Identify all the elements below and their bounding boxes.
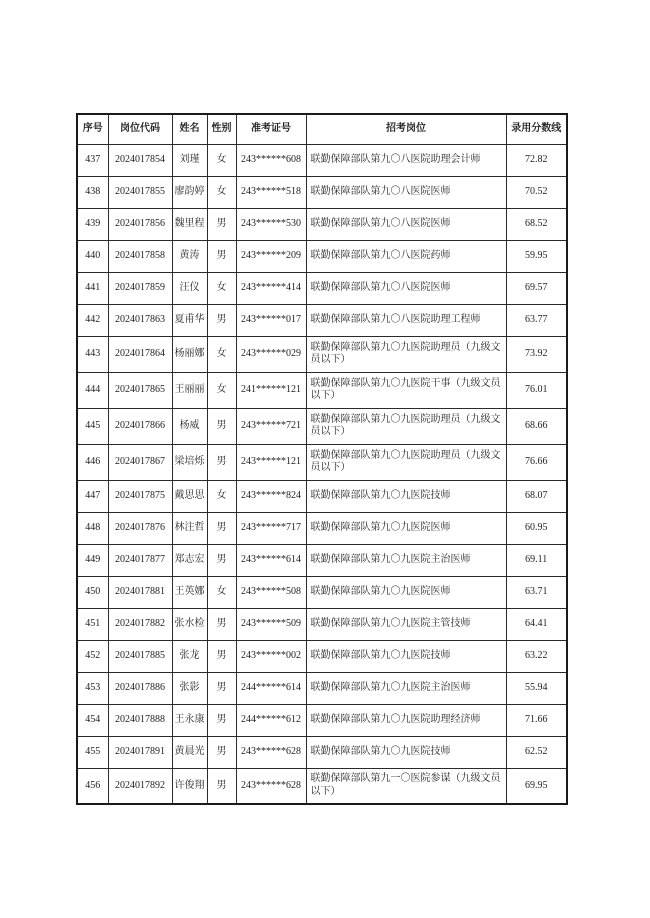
cell-ticket: 243******628 bbox=[236, 768, 306, 804]
cell-ticket: 243******017 bbox=[236, 304, 306, 336]
cell-gender: 男 bbox=[207, 736, 236, 768]
cell-score: 59.95 bbox=[506, 240, 567, 272]
cell-ticket: 243******509 bbox=[236, 608, 306, 640]
cell-score: 73.92 bbox=[506, 336, 567, 372]
cell-index: 447 bbox=[77, 480, 108, 512]
cell-ticket: 243******002 bbox=[236, 640, 306, 672]
table-row bbox=[77, 704, 567, 736]
cell-code: 2024017892 bbox=[108, 768, 172, 804]
cell-ticket: 241******121 bbox=[236, 372, 306, 408]
cell-position: 联勤保障部队第九〇八医院医师 bbox=[306, 176, 506, 208]
cell-position: 联勤保障部队第九〇九医院助理员（九级文员以下） bbox=[306, 408, 506, 444]
cell-gender: 男 bbox=[207, 608, 236, 640]
cell-index: 449 bbox=[77, 544, 108, 576]
table-row bbox=[77, 176, 567, 208]
cell-gender: 女 bbox=[207, 480, 236, 512]
cell-score: 55.94 bbox=[506, 672, 567, 704]
cell-index: 445 bbox=[77, 408, 108, 444]
table-row bbox=[77, 272, 567, 304]
cell-position: 联勤保障部队第九〇九医院主治医师 bbox=[306, 544, 506, 576]
cell-name: 魏里程 bbox=[172, 208, 207, 240]
cell-ticket: 243******518 bbox=[236, 176, 306, 208]
cell-gender: 男 bbox=[207, 640, 236, 672]
cell-score: 71.66 bbox=[506, 704, 567, 736]
cell-score: 63.77 bbox=[506, 304, 567, 336]
cell-position: 联勤保障部队第九〇八医院医师 bbox=[306, 272, 506, 304]
cell-gender: 男 bbox=[207, 704, 236, 736]
cell-code: 2024017876 bbox=[108, 512, 172, 544]
cell-position: 联勤保障部队第九〇八医院药师 bbox=[306, 240, 506, 272]
cell-ticket: 243******614 bbox=[236, 544, 306, 576]
cell-ticket: 243******824 bbox=[236, 480, 306, 512]
admission-score-table bbox=[76, 113, 568, 805]
cell-code: 2024017863 bbox=[108, 304, 172, 336]
cell-code: 2024017865 bbox=[108, 372, 172, 408]
cell-name: 郑志宏 bbox=[172, 544, 207, 576]
cell-code: 2024017885 bbox=[108, 640, 172, 672]
cell-score: 68.66 bbox=[506, 408, 567, 444]
cell-name: 张影 bbox=[172, 672, 207, 704]
table-row bbox=[77, 512, 567, 544]
table-row bbox=[77, 608, 567, 640]
cell-position: 联勤保障部队第九一〇医院参谋（九级文员以下） bbox=[306, 768, 506, 804]
cell-position: 联勤保障部队第九〇九医院助理经济师 bbox=[306, 704, 506, 736]
cell-position: 联勤保障部队第九〇九医院医师 bbox=[306, 512, 506, 544]
cell-code: 2024017856 bbox=[108, 208, 172, 240]
cell-code: 2024017859 bbox=[108, 272, 172, 304]
cell-score: 72.82 bbox=[506, 144, 567, 176]
cell-index: 440 bbox=[77, 240, 108, 272]
cell-position: 联勤保障部队第九〇八医院医师 bbox=[306, 208, 506, 240]
cell-index: 441 bbox=[77, 272, 108, 304]
cell-ticket: 243******414 bbox=[236, 272, 306, 304]
cell-code: 2024017891 bbox=[108, 736, 172, 768]
cell-score: 63.71 bbox=[506, 576, 567, 608]
cell-code: 2024017866 bbox=[108, 408, 172, 444]
cell-ticket: 243******029 bbox=[236, 336, 306, 372]
cell-position: 联勤保障部队第九〇九医院干事（九级文员以下） bbox=[306, 372, 506, 408]
cell-name: 戴思思 bbox=[172, 480, 207, 512]
cell-ticket: 243******608 bbox=[236, 144, 306, 176]
cell-position: 联勤保障部队第九〇九医院技师 bbox=[306, 640, 506, 672]
header-cell-score: 录用分数线 bbox=[506, 114, 567, 144]
header-cell-gender: 性别 bbox=[207, 114, 236, 144]
cell-code: 2024017888 bbox=[108, 704, 172, 736]
cell-name: 刘瑾 bbox=[172, 144, 207, 176]
cell-score: 76.01 bbox=[506, 372, 567, 408]
cell-name: 林注哲 bbox=[172, 512, 207, 544]
cell-score: 64.41 bbox=[506, 608, 567, 640]
table-row bbox=[77, 444, 567, 480]
cell-gender: 女 bbox=[207, 372, 236, 408]
cell-index: 456 bbox=[77, 768, 108, 804]
cell-index: 448 bbox=[77, 512, 108, 544]
cell-index: 438 bbox=[77, 176, 108, 208]
cell-index: 446 bbox=[77, 444, 108, 480]
cell-name: 廖韵婷 bbox=[172, 176, 207, 208]
cell-score: 68.52 bbox=[506, 208, 567, 240]
table-row bbox=[77, 304, 567, 336]
cell-position: 联勤保障部队第九〇八医院助理会计师 bbox=[306, 144, 506, 176]
table-row bbox=[77, 544, 567, 576]
cell-name: 梁培烁 bbox=[172, 444, 207, 480]
cell-code: 2024017864 bbox=[108, 336, 172, 372]
cell-name: 黄晨光 bbox=[172, 736, 207, 768]
table-row bbox=[77, 480, 567, 512]
cell-gender: 男 bbox=[207, 304, 236, 336]
table-row bbox=[77, 240, 567, 272]
cell-position: 联勤保障部队第九〇九医院助理员（九级文员以下） bbox=[306, 336, 506, 372]
cell-name: 杨丽娜 bbox=[172, 336, 207, 372]
cell-gender: 男 bbox=[207, 672, 236, 704]
header-cell-position: 招考岗位 bbox=[306, 114, 506, 144]
table-row bbox=[77, 144, 567, 176]
cell-code: 2024017882 bbox=[108, 608, 172, 640]
cell-index: 444 bbox=[77, 372, 108, 408]
cell-name: 王英娜 bbox=[172, 576, 207, 608]
table-row bbox=[77, 672, 567, 704]
table-row bbox=[77, 576, 567, 608]
header-cell-ticket: 准考证号 bbox=[236, 114, 306, 144]
cell-ticket: 243******530 bbox=[236, 208, 306, 240]
table-header-row bbox=[77, 114, 567, 144]
cell-index: 452 bbox=[77, 640, 108, 672]
cell-code: 2024017858 bbox=[108, 240, 172, 272]
cell-index: 437 bbox=[77, 144, 108, 176]
cell-score: 60.95 bbox=[506, 512, 567, 544]
header-cell-name: 姓名 bbox=[172, 114, 207, 144]
cell-gender: 男 bbox=[207, 512, 236, 544]
cell-ticket: 243******717 bbox=[236, 512, 306, 544]
cell-score: 69.57 bbox=[506, 272, 567, 304]
cell-name: 张水检 bbox=[172, 608, 207, 640]
cell-index: 439 bbox=[77, 208, 108, 240]
cell-score: 62.52 bbox=[506, 736, 567, 768]
cell-name: 王丽丽 bbox=[172, 372, 207, 408]
cell-score: 69.11 bbox=[506, 544, 567, 576]
header-cell-code: 岗位代码 bbox=[108, 114, 172, 144]
cell-ticket: 244******612 bbox=[236, 704, 306, 736]
cell-score: 70.52 bbox=[506, 176, 567, 208]
cell-name: 黄涛 bbox=[172, 240, 207, 272]
cell-position: 联勤保障部队第九〇九医院主治医师 bbox=[306, 672, 506, 704]
table-row bbox=[77, 208, 567, 240]
cell-gender: 女 bbox=[207, 272, 236, 304]
header-cell-index: 序号 bbox=[77, 114, 108, 144]
cell-score: 68.07 bbox=[506, 480, 567, 512]
table-body bbox=[77, 144, 567, 804]
cell-position: 联勤保障部队第九〇九医院助理员（九级文员以下） bbox=[306, 444, 506, 480]
table-row bbox=[77, 408, 567, 444]
cell-name: 张龙 bbox=[172, 640, 207, 672]
table-row bbox=[77, 640, 567, 672]
cell-index: 454 bbox=[77, 704, 108, 736]
cell-position: 联勤保障部队第九〇九医院主管技师 bbox=[306, 608, 506, 640]
cell-score: 69.95 bbox=[506, 768, 567, 804]
cell-ticket: 243******628 bbox=[236, 736, 306, 768]
cell-name: 王永康 bbox=[172, 704, 207, 736]
cell-gender: 女 bbox=[207, 144, 236, 176]
cell-index: 442 bbox=[77, 304, 108, 336]
cell-ticket: 243******721 bbox=[236, 408, 306, 444]
cell-index: 455 bbox=[77, 736, 108, 768]
table-row bbox=[77, 768, 567, 804]
cell-code: 2024017875 bbox=[108, 480, 172, 512]
cell-score: 76.66 bbox=[506, 444, 567, 480]
cell-gender: 男 bbox=[207, 544, 236, 576]
cell-code: 2024017867 bbox=[108, 444, 172, 480]
table-row bbox=[77, 736, 567, 768]
cell-gender: 男 bbox=[207, 444, 236, 480]
cell-gender: 男 bbox=[207, 208, 236, 240]
cell-index: 450 bbox=[77, 576, 108, 608]
cell-name: 汪仪 bbox=[172, 272, 207, 304]
cell-ticket: 244******614 bbox=[236, 672, 306, 704]
cell-gender: 男 bbox=[207, 240, 236, 272]
cell-position: 联勤保障部队第九〇八医院助理工程师 bbox=[306, 304, 506, 336]
cell-code: 2024017881 bbox=[108, 576, 172, 608]
cell-gender: 男 bbox=[207, 768, 236, 804]
cell-position: 联勤保障部队第九〇九医院医师 bbox=[306, 576, 506, 608]
cell-gender: 女 bbox=[207, 576, 236, 608]
table-row bbox=[77, 372, 567, 408]
cell-code: 2024017854 bbox=[108, 144, 172, 176]
cell-name: 许俊翔 bbox=[172, 768, 207, 804]
cell-ticket: 243******121 bbox=[236, 444, 306, 480]
cell-ticket: 243******508 bbox=[236, 576, 306, 608]
cell-gender: 男 bbox=[207, 408, 236, 444]
cell-name: 杨威 bbox=[172, 408, 207, 444]
cell-index: 451 bbox=[77, 608, 108, 640]
cell-gender: 女 bbox=[207, 176, 236, 208]
cell-name: 夏甫华 bbox=[172, 304, 207, 336]
cell-index: 443 bbox=[77, 336, 108, 372]
cell-gender: 女 bbox=[207, 336, 236, 372]
cell-score: 63.22 bbox=[506, 640, 567, 672]
cell-index: 453 bbox=[77, 672, 108, 704]
cell-position: 联勤保障部队第九〇九医院技师 bbox=[306, 736, 506, 768]
cell-code: 2024017855 bbox=[108, 176, 172, 208]
cell-code: 2024017886 bbox=[108, 672, 172, 704]
table-row bbox=[77, 336, 567, 372]
cell-position: 联勤保障部队第九〇九医院技师 bbox=[306, 480, 506, 512]
cell-ticket: 243******209 bbox=[236, 240, 306, 272]
cell-code: 2024017877 bbox=[108, 544, 172, 576]
